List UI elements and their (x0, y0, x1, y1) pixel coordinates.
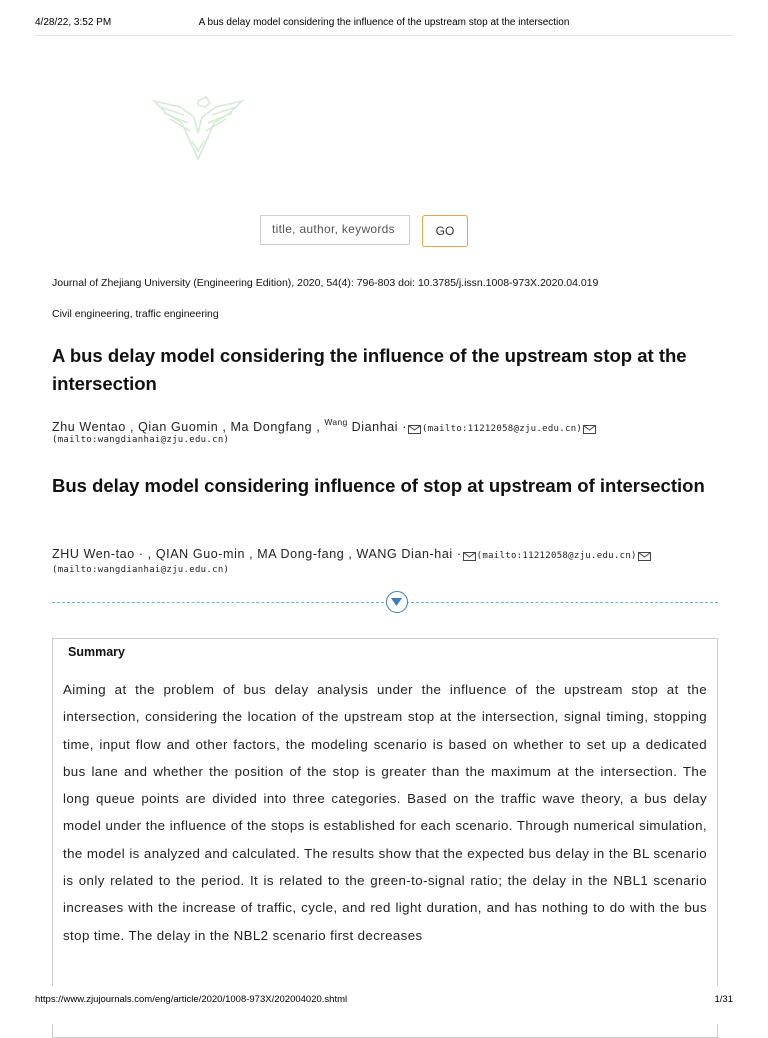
eagle-logo-icon[interactable] (150, 93, 246, 163)
mail-icon[interactable] (463, 550, 476, 559)
header-rule (35, 35, 733, 36)
corresponding-mark: · (456, 547, 462, 561)
email-link[interactable]: (mailto:wangdianhai@zju.edu.cn) (52, 565, 230, 575)
mail-icon[interactable] (408, 423, 421, 432)
email-link[interactable]: (mailto:11212058@zju.edu.cn) (476, 551, 637, 561)
go-button[interactable]: GO (422, 215, 468, 247)
author-list-alt (52, 547, 652, 561)
print-date: 4/28/22, 3:52 PM (35, 17, 112, 28)
article-category: Civil engineering, traffic engineering (52, 308, 219, 320)
summary-panel (52, 638, 718, 1038)
mail-icon[interactable] (583, 423, 596, 432)
author-sup: Wang (324, 417, 348, 427)
author-names: ZHU Wen-tao · , QIAN Guo-min , MA Dong-fang , WANG Dian-hai (52, 547, 453, 561)
corresponding-mark: · (402, 420, 408, 434)
search-input[interactable]: title, author, keywords (260, 215, 410, 245)
email-link[interactable]: (mailto:11212058@zju.edu.cn) (422, 424, 583, 434)
article-title: A bus delay model considering the influence of the upstream stop at the intersection (52, 345, 687, 394)
print-title: A bus delay model considering the influence of the upstream stop at the intersection (198, 17, 570, 28)
journal-citation: Journal of Zhejiang University (Engineering Edition), 2020, 54(4): 796-803 doi: 10.3785/j.issn.1008-973X.2020.04.019 (52, 277, 599, 289)
print-url: https://www.zjujournals.com/eng/article/2020/1008-973X/202004020.shtml (35, 994, 348, 1005)
summary-heading: Summary (68, 645, 125, 659)
chevron-down-icon (390, 596, 403, 607)
page-number: 1/31 (714, 994, 733, 1005)
author-list (52, 417, 597, 434)
summary-text: Aiming at the problem of bus delay analysis under the influence of the upstream stop at the intersection, considering the location of the upstream stop at the intersection, signal timing, stopping time, input flow and other factors, the modeling scenario is based on whether to set up a dedicated bus lane and whether the position of the stop is greater than the maximum at the intersection. The long queue points are divided into three categories. Based on the traffic wave theory, a bus delay model under the influence of the stops is established for each scenario. Through numerical simulation, the model is analyzed and calculated. The results show that the expected bus delay in the BL scenario is only related to the period. It is related to the green-to-signal ratio; the delay in the NBL1 scenario increases with the increase of traffic, cycle, and red light duration, and has nothing to do with the bus stop time. The delay in the NBL2 scenario first decreases (63, 682, 707, 943)
author-names: Zhu Wentao , Qian Guomin , Ma Dongfang , (52, 420, 321, 434)
print-footer (0, 986, 768, 1024)
mail-icon[interactable] (638, 550, 651, 559)
print-header (35, 17, 733, 31)
author-last: Dianhai (351, 420, 399, 434)
email-link[interactable]: (mailto:wangdianhai@zju.edu.cn) (52, 435, 230, 445)
expand-toggle-button[interactable] (386, 591, 408, 613)
article-title-alt: Bus delay model considering influence of stop at upstream of intersection (52, 475, 705, 496)
section-divider (52, 602, 718, 603)
